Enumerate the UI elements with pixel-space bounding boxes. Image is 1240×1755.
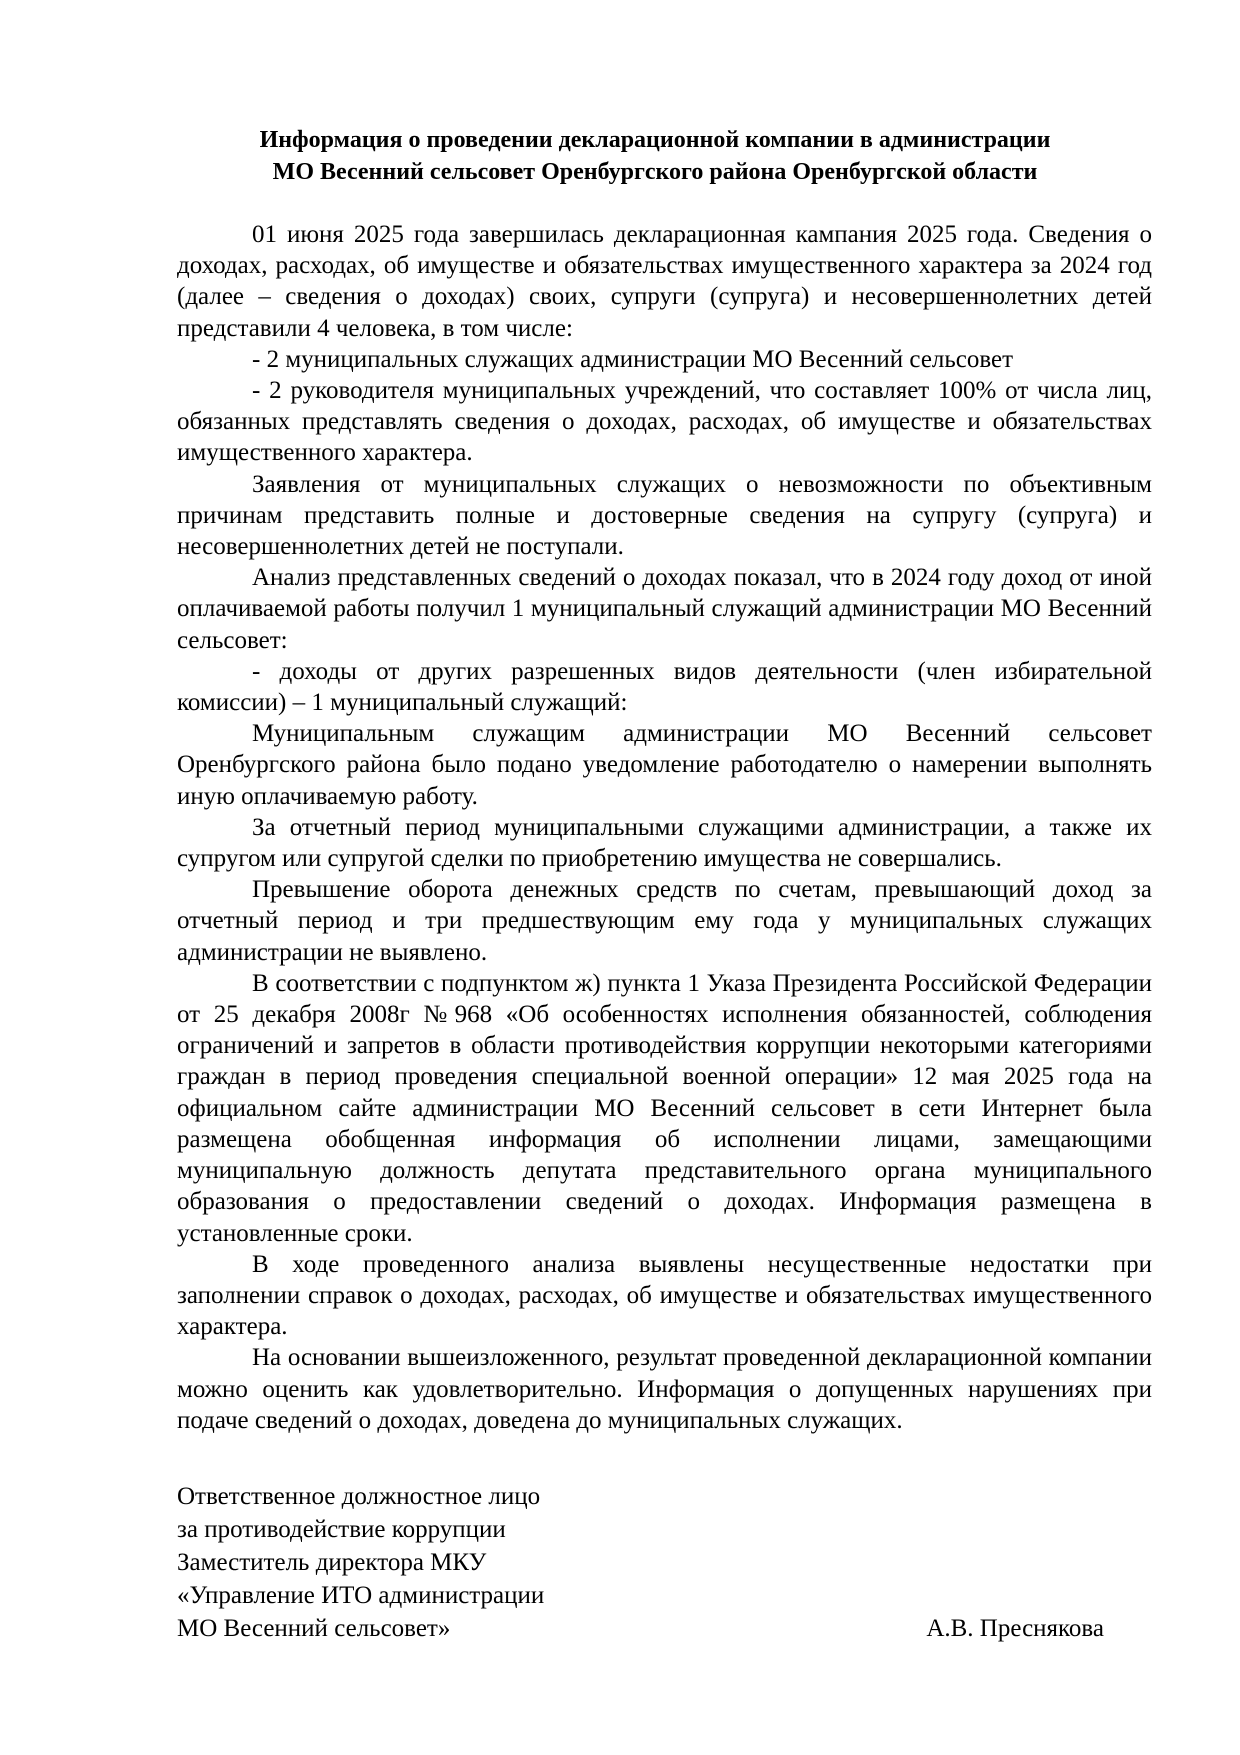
document-body	[177, 219, 1152, 1436]
signature-line-1: Ответственное должностное лицо	[177, 1483, 541, 1510]
paragraph-list-item-other-income: - доходы от других разрешенных видов деятельности (член избирательной комиссии) – 1 муниципальный служащий:	[177, 657, 1152, 717]
signature-line-5: МО Весенний сельсовет»	[177, 1615, 451, 1642]
paragraph-no-excess-turnover: Превышение оборота денежных средств по счетам, превышающий доход за отчетный период и три предшествующим ему года у муниципальных служащих администрации не выявлено.	[177, 876, 1152, 966]
paragraph-no-statements: Заявления от муниципальных служащих о невозможности по объективным причинам представить полные и достоверные сведения на супругу (супруга) и несовершеннолетних детей не поступали.	[177, 470, 1152, 561]
paragraph-minor-shortcomings: В ходе проведенного анализа выявлены несущественные недостатки при заполнении справок о доходах, расходах, об имуществе и обязательствах имущественного характера.	[177, 1250, 1152, 1341]
document-title-line-1: Информация о проведении декларационной компании в администрации	[259, 127, 1051, 153]
signature-block	[177, 1480, 1152, 1645]
signature-line-3: Заместитель директора МКУ	[177, 1549, 487, 1576]
document-title	[160, 124, 1150, 188]
paragraph-campaign-summary: 01 июня 2025 года завершилась декларационная кампания 2025 года. Сведения о доходах, расходах, об имуществе и обязательствах имущественного характера за 2024 год (далее – сведения о доходах) своих, супруги (супруга) и несовершеннолетних детей представили 4 человека, в том числе:	[177, 221, 1152, 342]
signatory-name: А.В. Преснякова	[926, 1615, 1104, 1642]
signature-line-2: за противодействие коррупции	[177, 1516, 506, 1543]
paragraph-list-item-municipal-employees: - 2 муниципальных служащих администрации МО Весенний сельсовет	[252, 345, 1014, 373]
paragraph-list-item-institution-heads: - 2 руководителя муниципальных учреждений, что составляет 100% от числа лиц, обязанных представлять сведения о доходах, расходах, об имуществе и обязательствах имущественного характера.	[177, 377, 1152, 467]
document-title-line-2: МО Весенний сельсовет Оренбургского района Оренбургской области	[272, 159, 1038, 185]
paragraph-conclusion: На основании вышеизложенного, результат проведенной декларационной компании можно оценить как удовлетворительно. Информация о допущенных нарушениях при подаче сведений о доходах, доведена до муниципальных служащих.	[177, 1344, 1152, 1434]
paragraph-employer-notification: Муниципальным служащим администрации МО Весенний сельсовет Оренбургского района было подано уведомление работодателю о намерении выполнять иную оплачиваемую работу.	[177, 720, 1152, 810]
paragraph-income-analysis: Анализ представленных сведений о доходах показал, что в 2024 году доход от иной оплачиваемой работы получил 1 муниципальный служащий администрации МО Весенний сельсовет:	[177, 564, 1152, 654]
paragraph-decree-publication: В соответствии с подпунктом ж) пункта 1 Указа Президента Российской Федерации от 25 декабря 2008г №968 «Об особенностях исполнения обязанностей, соблюдения ограничений и запретов в области противодействия коррупции некоторыми категориями граждан в период проведения специальной военной операции» 12 мая 2025 года на официальном сайте администрации МО Весенний сельсовет в сети Интернет была размещена обобщенная информация об исполнении лицами, замещающими муниципальную должность депутата представительного органа муниципального образования о предоставлении сведений о доходах. Информация размещена в установленные сроки.	[177, 969, 1152, 1247]
signature-line-4: «Управление ИТО администрации	[177, 1582, 545, 1609]
paragraph-no-transactions: За отчетный период муниципальными служащими администрации, а также их супругом или супругой сделки по приобретению имущества не совершались.	[177, 813, 1152, 873]
